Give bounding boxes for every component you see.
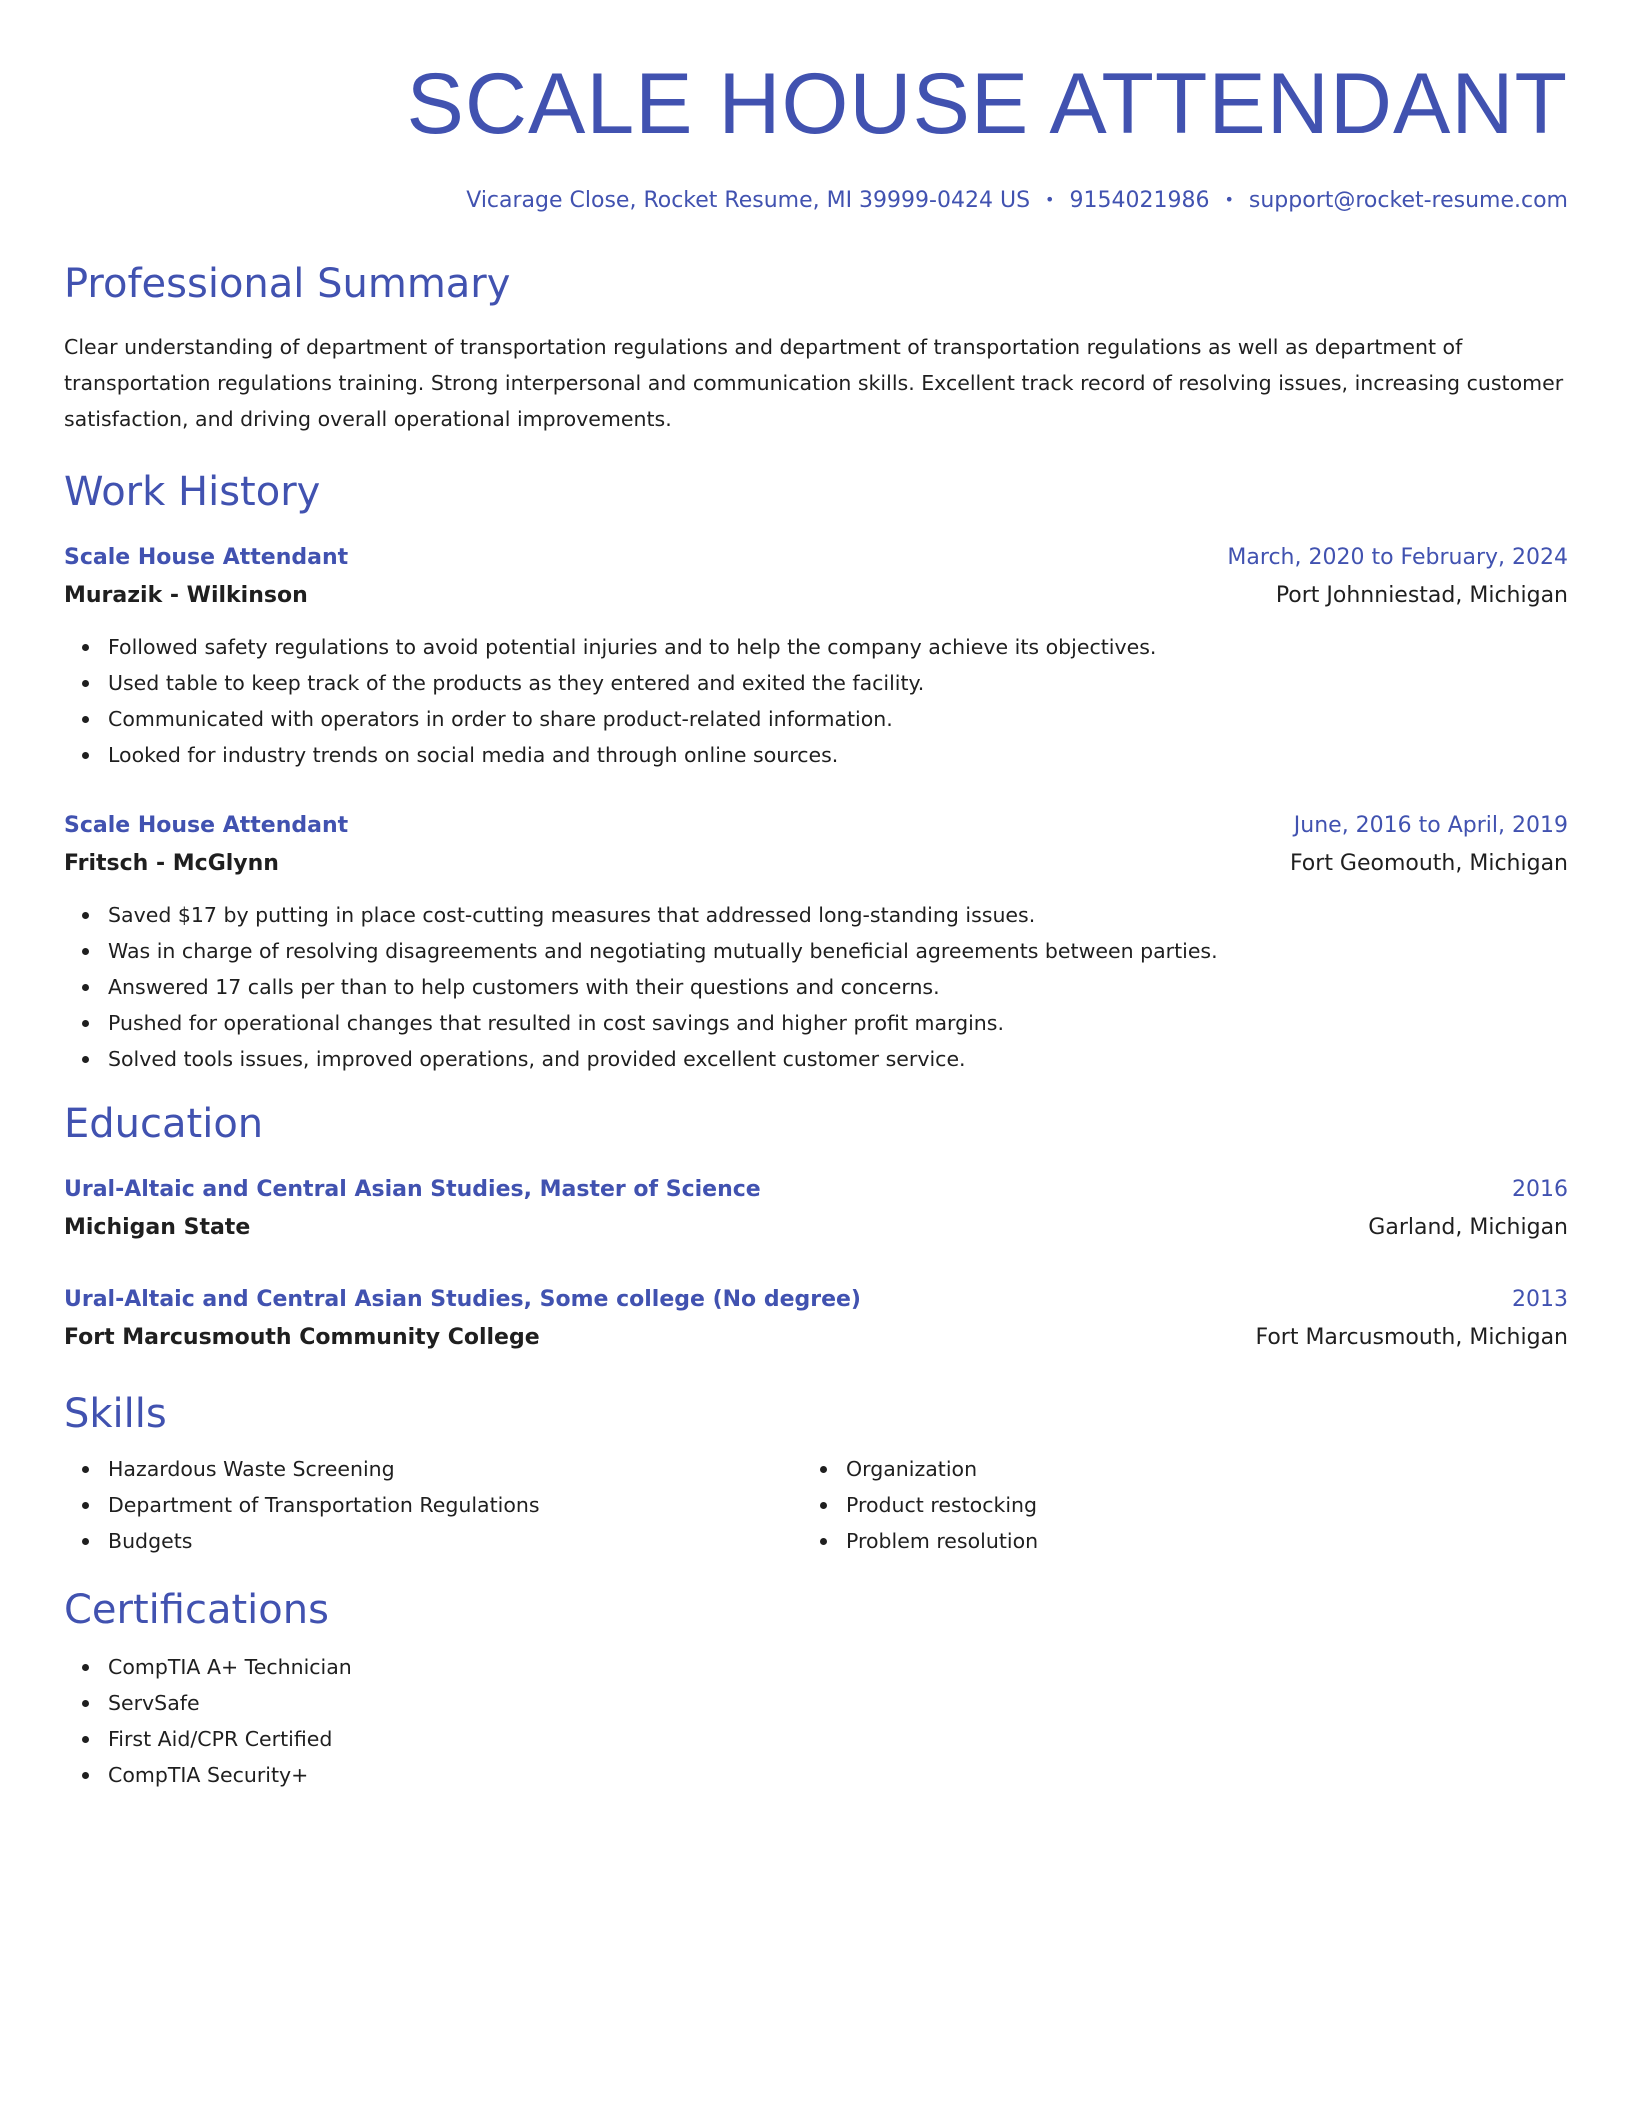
education-entry-heading [64,1171,1568,1209]
section-title-skills: Skills [64,1391,167,1437]
job-bullet: Saved $17 by putting in place cost-cutting measures that addressed long-standing issues. [64,897,1568,933]
contact-line [64,186,1568,215]
job-bullet: Answered 17 calls per than to help customers with their questions and concerns. [64,969,1568,1005]
education-year: 2016 [1512,1177,1568,1202]
job-bullet: Solved tools issues, improved operations, and provided excellent customer service. [64,1041,1568,1077]
section-title-summary: Professional Summary [64,261,511,307]
job-bullet-list [64,897,1568,1077]
education-year: 2013 [1512,1287,1568,1312]
job-company: Fritsch - McGlynn [64,851,279,876]
education-degree: Ural-Altaic and Central Asian Studies, Master of Science [64,1177,761,1202]
education-location: Fort Marcusmouth, Michigan [1255,1325,1568,1350]
skill-item: Department of Transportation Regulations [64,1487,802,1523]
education-degree: Ural-Altaic and Central Asian Studies, Some college (No degree) [64,1287,861,1312]
job-bullet: Pushed for operational changes that resulted in cost savings and higher profit margins. [64,1005,1568,1041]
skill-item: Budgets [64,1523,802,1559]
education-location: Garland, Michigan [1368,1215,1568,1240]
certifications-list [64,1649,1568,1793]
certification-item: CompTIA Security+ [64,1757,1568,1793]
skill-item: Problem resolution [802,1523,1540,1559]
job-company: Murazik - Wilkinson [64,583,308,608]
skills-column-left [64,1451,802,1559]
job-title: Scale House Attendant [64,813,349,838]
section-title-certifications: Certifications [64,1587,329,1633]
job-location: Port Johnniestad, Michigan [1275,583,1568,608]
contact-separator: • [1224,190,1234,209]
job-bullet: Was in charge of resolving disagreements and negotiating mutually beneficial agreements between parties. [64,933,1568,969]
job-bullet: Looked for industry trends on social media and through online sources. [64,737,1568,773]
certification-item: First Aid/CPR Certified [64,1721,1568,1757]
education-school: Fort Marcusmouth Community College [64,1325,540,1350]
education-entry-heading [64,1281,1568,1319]
job-dates: June, 2016 to April, 2019 [1293,813,1568,838]
work-entry-heading [64,539,1568,577]
education-entry-subheading [64,1209,1568,1247]
skills-columns [64,1451,1568,1559]
contact-address: Vicarage Close, Rocket Resume, MI 39999-0424 US [466,188,1031,213]
resume-header [64,56,1568,215]
skill-item: Hazardous Waste Screening [64,1451,802,1487]
job-location: Fort Geomouth, Michigan [1289,851,1568,876]
skills-list [64,1451,802,1559]
skill-item: Product restocking [802,1487,1540,1523]
section-title-work-history: Work History [64,469,321,515]
job-bullet: Communicated with operators in order to share product-related information. [64,701,1568,737]
candidate-name: SCALE HOUSE ATTENDANT [406,56,1568,152]
education-entry [64,1171,1568,1247]
work-entry-heading [64,807,1568,845]
education-entry-subheading [64,1319,1568,1357]
education-school: Michigan State [64,1215,251,1240]
work-entry [64,539,1568,773]
education-entry [64,1281,1568,1357]
job-bullet-list [64,629,1568,773]
section-title-education: Education [64,1101,264,1147]
skills-list [802,1451,1540,1559]
contact-separator: • [1045,190,1055,209]
job-bullet: Followed safety regulations to avoid potential injuries and to help the company achieve its objectives. [64,629,1568,665]
work-entry-subheading [64,577,1568,615]
skills-column-right [802,1451,1540,1559]
summary-text: Clear understanding of department of transportation regulations and department of transportation regulations as well as department of transportation regulations training. Strong interpersonal and communication skills. Excellent track record of resolving issues, increasing customer satisfaction, and driving overall operational improvements. [64,335,1564,431]
certification-item: ServSafe [64,1685,1568,1721]
job-bullet: Used table to keep track of the products as they entered and exited the facility. [64,665,1568,701]
skill-item: Organization [802,1451,1540,1487]
work-entry-subheading [64,845,1568,883]
job-dates: March, 2020 to February, 2024 [1227,545,1568,570]
job-title: Scale House Attendant [64,545,349,570]
certification-item: CompTIA A+ Technician [64,1649,1568,1685]
contact-email[interactable]: support@rocket-resume.com [1248,188,1568,213]
work-entry [64,807,1568,1077]
contact-phone: 9154021986 [1069,188,1210,213]
